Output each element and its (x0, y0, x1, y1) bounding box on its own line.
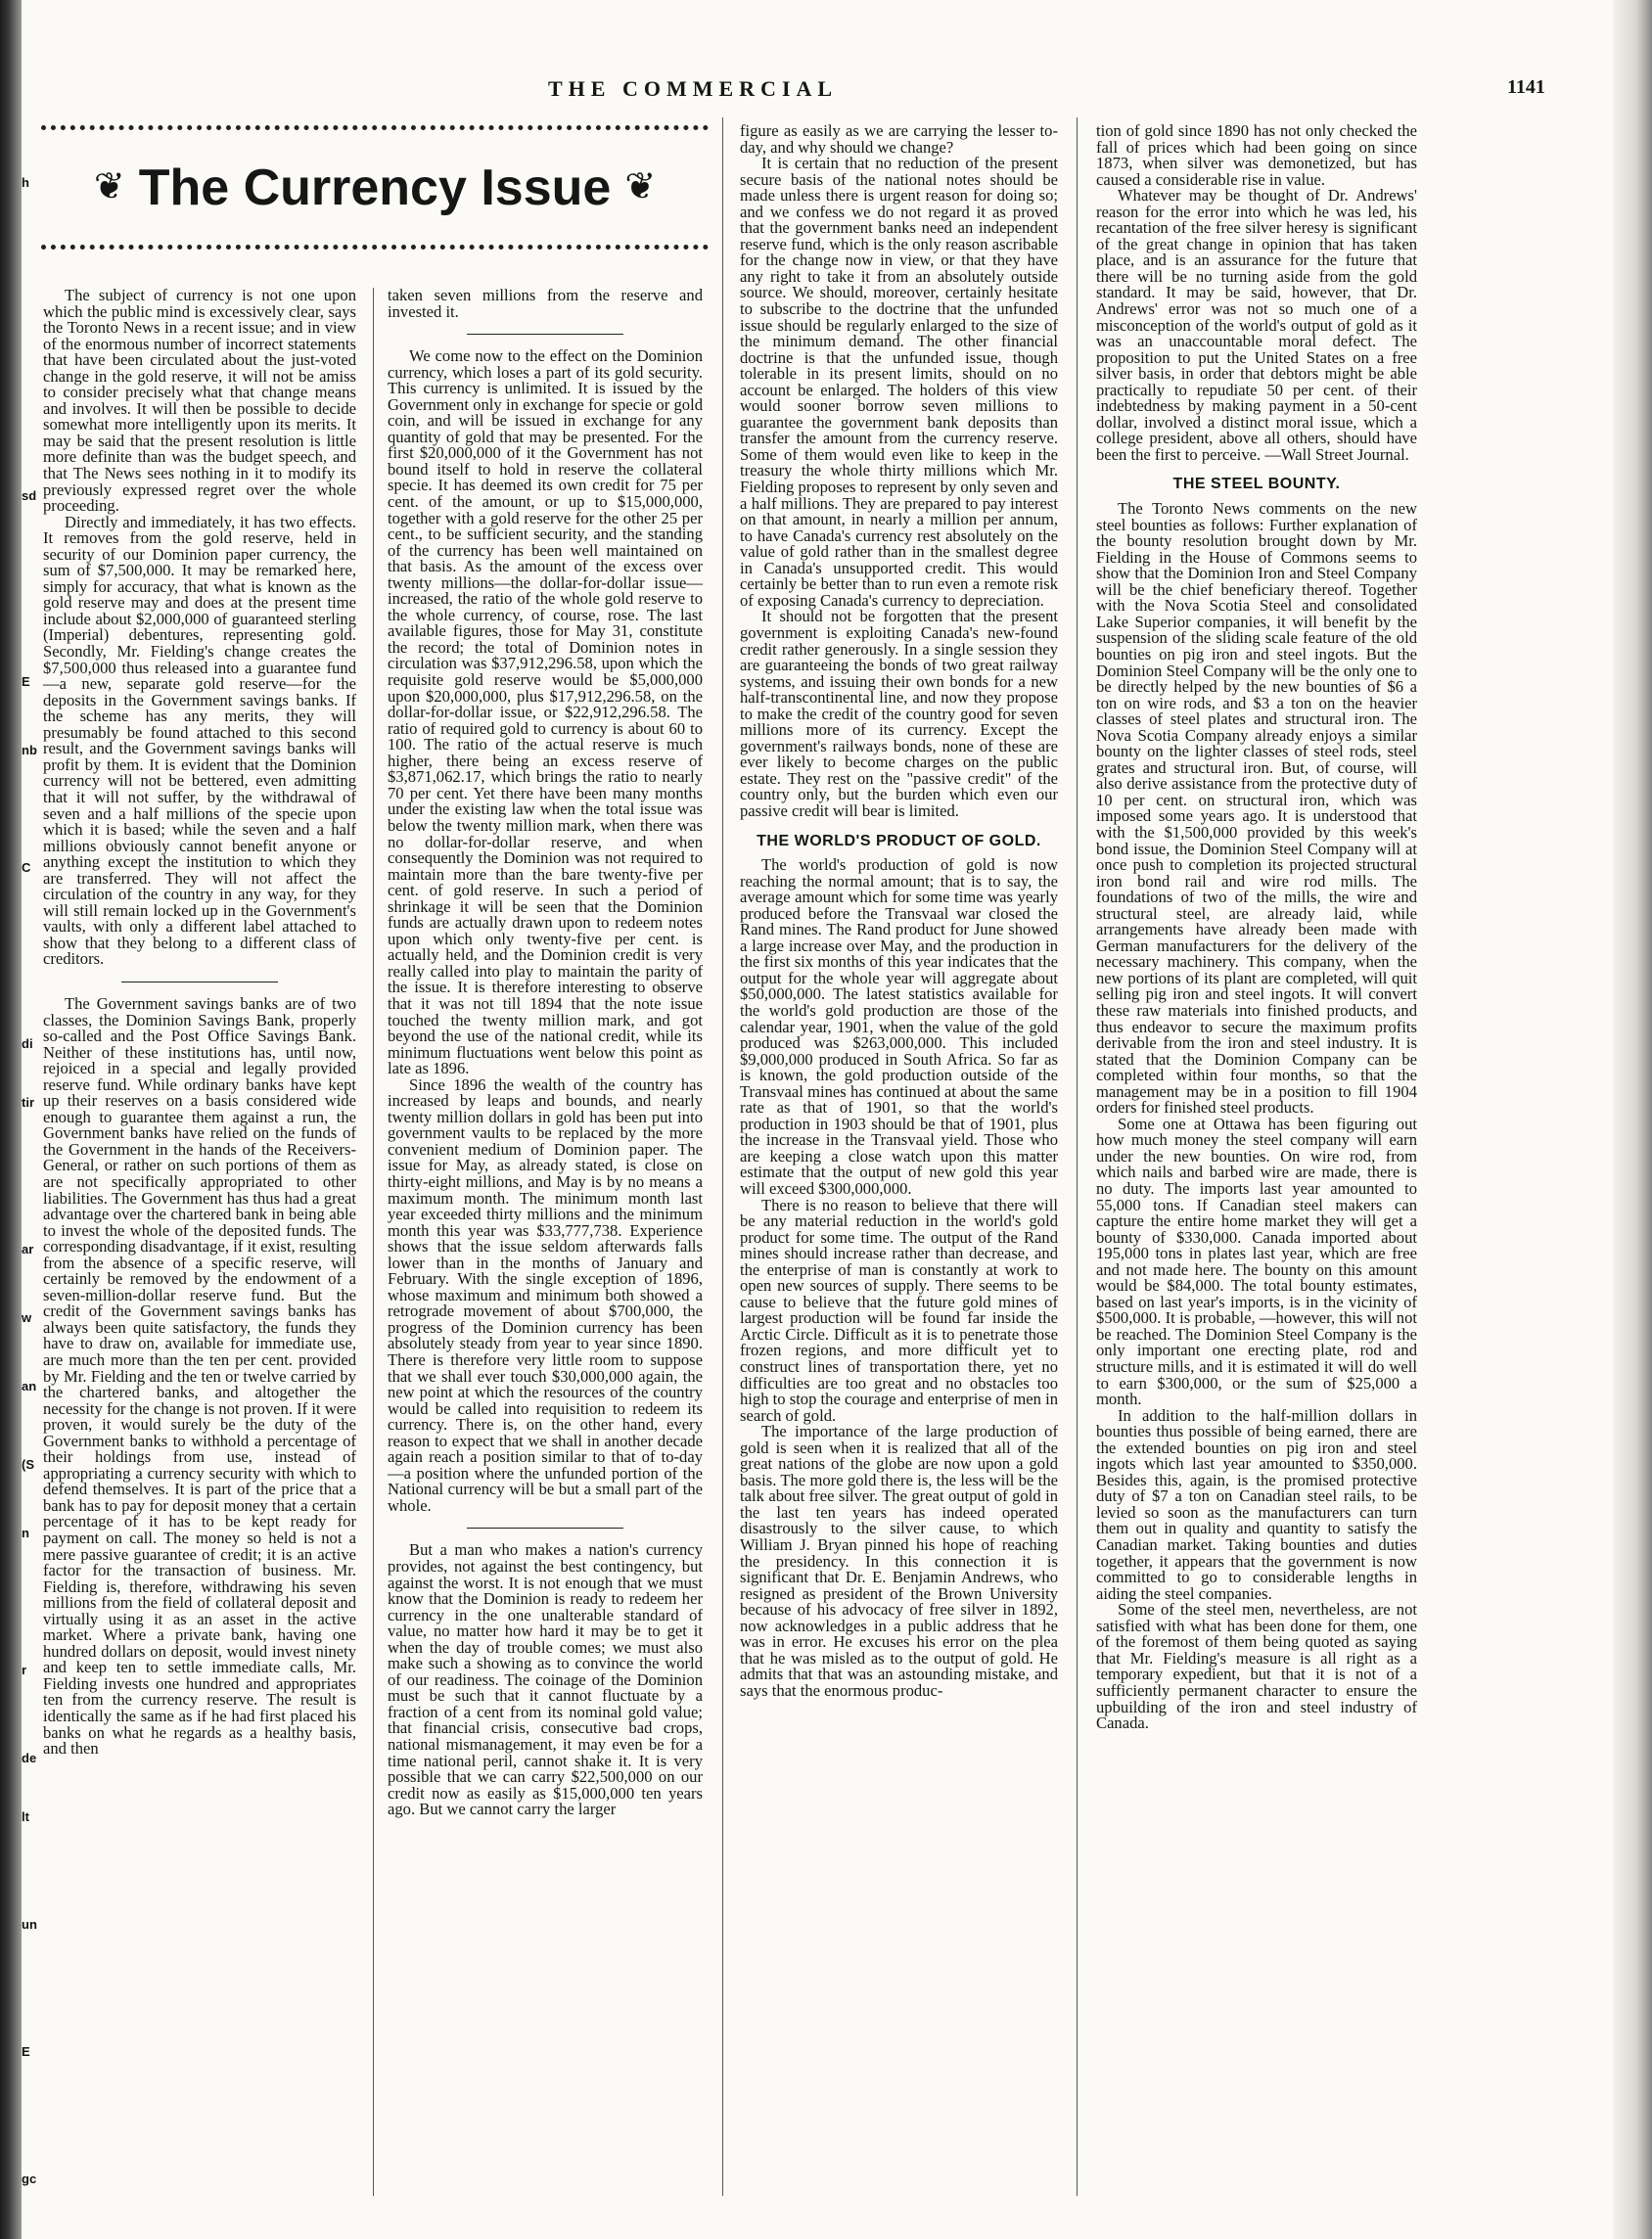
article-title-block (41, 159, 709, 217)
running-title: THE COMMERCIAL (548, 76, 839, 101)
paragraph: taken seven millions from the reserve and invested it. (388, 286, 703, 321)
column-3 (740, 123, 1058, 1700)
paragraph: figure as easily as we are carrying the lesser to-day, and why should we change? (740, 121, 1058, 157)
gutter-fragment: di (22, 1036, 33, 1051)
gutter-fragment: sd (22, 488, 37, 503)
gutter-fragment: de (22, 1751, 37, 1765)
fleuron-icon: ❦ (93, 164, 125, 207)
paragraph: The Toronto News comments on the new steel bounties as follows: Further explanation of the bounty resolution brought down by Mr. Fielding in the House of Commons seems to show that the Dominion Iron and Steel Company will be the chief beneficiary thereof. Together with the Nova Scotia Steel and consolidated Lake Superior companies, it will benefit by the suspension of the sliding scale feature of the old bounties on pig iron and steel ingots. But the Dominion Steel Company will be the only one to be directly helped by the new bounties of $6 a ton on wire rods, and $3 a ton on the heavier classes of steel plates and structural iron. The Nova Scotia Company already enjoys a similar bounty on the lighter classes of steel rods, steel grates and structural iron. But, of course, will also derive assistance from the protective duty of 10 per cent. on structural iron, which was imposed some years ago. It is understood that with the $1,500,000 provided by this week's bond issue, the Dominion Steel Company will at once push to completion its projected structural iron bond rail and wire rod mills. The foundations of two of the mills, the wire and structural steel, are already laid, while arrangements have already been made with German manufacturers for the delivery of the necessary machinery. This company, when the new portions of its plant are completed, will quit selling pig iron and steel ingots. It will convert these raw materials into finished products, and thus endeavor to secure the maximum profits derivable from the iron and steel industry. It is stated that the Dominion Company can be completed within four months, so that the management may be in a position to fill 1904 orders for finished steel products. (1096, 499, 1417, 1118)
gutter-fragment: ar (22, 1242, 34, 1257)
gutter-fragment: (S (22, 1457, 34, 1472)
gutter-fragment: un (22, 1917, 37, 1932)
section-heading-steel: THE STEEL BOUNTY. (1172, 476, 1341, 493)
gutter-fragment: h (22, 175, 29, 190)
gutter-fragment: E (22, 2044, 30, 2059)
gutter-fragment: gc (22, 2171, 37, 2186)
gutter-fragment: E (22, 674, 30, 689)
paragraph: There is no reason to believe that there will be any material reduction in the world's gold product for some time. The output of the Rand mines should increase rather than decrease, and the enterprise of man is constantly at work to open new sources of supply. There seems to be cause to believe that the future gold mines of largest production will be found far inside the Arctic Circle. Difficult as it is to penetrate those frozen regions, and more difficult yet to construct lines of transportation there, yet no difficulties are too great and no obstacles too high to stop the courage and enterprise of men in search of gold. (740, 1195, 1058, 1425)
paragraph: In addition to the half-million dollars in bounties thus possible of being earned, there are the extended bounties on pig iron and steel ingots which last year amounted to $350,000. Besides this, again, is the promised protective duty of $7 a ton on Canadian steel rails, to be levied so soon as the manufacturers can turn them out in quality and quantity to satisfy the Canadian market. Taking bounties and duties together, it appears that the government is now committed to go to considerable lengths in aiding the steel companies. (1096, 1405, 1417, 1603)
column-rule (373, 288, 374, 2196)
page-edge (1613, 0, 1652, 2239)
paragraph: The world's production of gold is now reaching the normal amount; that is to say, the average amount which for some time was yearly produced before the Transvaal war closed the Rand mines. The Rand product for June showed a large increase over May, and the production in the first six months of this year indicates that the output for the whole year will aggregate about $50,000,000. The latest statistics available for the world's gold production are those of the calendar year, 1901, when the value of the gold produced was $263,000,000. This included $9,000,000 produced in South Africa. So far as is known, the gold production outside of the Transvaal mines has continued at about the same rate as that of 1901, so that the world's production in 1903 should be that of 1901, plus the increase in the Transvaal yield. Those who are keeping a close watch upon this matter estimate that the output of new gold this year will exceed $300,000,000. (740, 855, 1058, 1198)
gutter-fragment: n (22, 1526, 29, 1540)
paragraph: It is certain that no reduction of the present secure basis of the national notes should be made unless there is urgent reason for doing so; and we confess we do not regard it as proved that the government banks need an independent reserve fund, which is the only reason ascribable for the change now in view, or that they have any right to take it from an absolutely outside source. We should, moreover, certainly hesitate to subscribe to the doctrine that the unfunded issue should be regularly enlarged to the size of the minimum demand. The other financial doctrine is that the unfunded issue, though tolerable in its present limits, should on no account be enlarged. The holders of this view would sooner borrow seven millions to guarantee the government bank deposits than transfer the amount from the currency reserve. Some of them would even like to keep in the treasury the whole thirty millions which Mr. Fielding proposes to represent by only seven and a half millions. They are prepared to pay interest on that amount, in nearly a million per annum, to have Canada's currency rest absolutely on the value of gold rather than in the smallest degree in Canada's unsupported credit. This would certainly be better than to run even a remote risk of exposing Canada's currency to depreciation. (740, 154, 1058, 610)
gutter-fragment: tir (22, 1095, 34, 1110)
gutter-fragment: lt (22, 1809, 29, 1824)
dotted-rule (41, 245, 709, 257)
paragraph: The Government savings banks are of two classes, the Dominion Savings Bank, properly so-called and the Post Office Savings Bank. Neither of these institutions has, until now, rejoiced in a special and legally provided reserve fund. While ordinary banks have kept up their reserves on a basis considered wide enough to guarantee them against a run, the Government banks have relied on the funds of the Government in the hands of the Receivers-General, or rather on such portions of them as are not specifically appropriated to other liabilities. The Government has thus had a great advantage over the chartered bank in being able to invest the whole of the deposited funds. The corresponding disadvantage, if it exist, resulting from the absence of a specific reserve, will certainly be removed by the endowment of a seven-million-dollar reserve fund. But the credit of the Government savings banks has always been quite satisfactory, the funds they have to draw on, available for immediate use, are much more than the ten per cent. provided by Mr. Fielding and the ten or twelve carried by the chartered banks, and altogether the necessity for the change is not proven. If it were proven, it would surely be the duty of the Government banks to withhold a percentage of their holdings from use, instead of appropriating a currency security with which to defend themselves. It is part of the price that a bank has to pay for deposit money that a certain percentage of it has to be kept ready for payment on call. The money so held is not a mere passive guarantee of credit; it is an active factor for the transaction of business. Mr. Fielding is, therefore, withdrawing his seven millions from the field of collateral deposit and virtually using it as an asset in the active market. Where a private bank, having one hundred dollars on deposit, would invest ninety and keep ten to settle immediate calls, Mr. Fielding invests one hundred and appropriates ten from the currency reserve. The result is identically the same as if he had first placed his banks on what he regards as a healthy basis, and then (43, 993, 356, 1759)
gutter-fragment: w (22, 1310, 32, 1325)
dotted-rule (41, 125, 709, 138)
gutter-fragment: an (22, 1379, 37, 1394)
page-number: 1141 (1507, 76, 1545, 98)
paragraph: We come now to the effect on the Dominion currency, which loses a part of its gold security. This currency is unlimited. It is issued by the Government only in exchange for specie or gold coin, and will be issued in exchange for any quantity of gold that may be presented. For the first $20,000,000 of it the Government has not bound itself to hold in reserve the collateral specie. It has deemed its own credit for 75 per cent. of the amount, or up to $15,000,000, together with a gold reserve for the other 25 per cent., to be sufficient security, and the standing of the currency has been well maintained on that basis. As the amount of the excess over twenty millions—the dollar-for-dollar issue—increased, the ratio of the whole gold reserve to the whole currency, of course, rose. The last available figures, those for May 31, constitute the record; the total of Dominion notes in circulation was $37,912,296.58, upon which the requisite gold reserve would be $5,000,000 upon $20,000,000, plus $17,912,296.58, on the dollar-for-dollar issue, or $22,912,296.58. The ratio of required gold to currency is about 60 to 100. The ratio of the actual reserve is much higher, there being an excess reserve of $3,871,062.17, which brings the ratio to nearly 70 per cent. Yet there have been many months under the existing law when the total issue was below the twenty million mark, when there was no dollar-for-dollar reserve, and when consequently the Dominion was not required to maintain more than the bare twenty-five per cent. of gold reserve. In such a period of shrinkage it will be seen that the Dominion funds are actually drawn upon to redeem notes upon which only twenty-five per cent. is actually held, and the Dominion credit is very really called into play to maintain the parity of the issue. It is therefore interesting to observe that it was not till 1894 that the note issue touched the twenty million mark, and got beyond the use of the national credit, while its minimum fluctuations went below this point as late as 1896. (388, 346, 703, 1078)
page-binding (0, 0, 22, 2239)
section-divider (467, 1528, 623, 1529)
paragraph: Directly and immediately, it has two effects. It removes from the gold reserve, held in security of our Dominion paper currency, the sum of $7,500,000. It may be remarked here, simply for accuracy, that what is known as the gold reserve may and does at the present time include about $2,000,000 of guaranteed sterling (Imperial) debentures, representing gold. Secondly, Mr. Fielding's change creates the $7,500,000 thus released into a guarantee fund—a new, separate gold reserve—for the deposits in the Government savings banks. If the scheme has any merits, they will presumably be found attached to this second result, and the Government savings banks will profit by them. It is evident that the Dominion currency will not be bettered, even admitting that it will not suffer, by the withdrawal of seven and a half millions of the specie upon which it is based; while the seven and a half millions obviously cannot benefit anyone or anything except the institution to which they are transferred. They will not affect the circulation of the country in any way, for they will still remain locked up in the Government's vaults, with only a different label attached to show that they belong to a different class of creditors. (43, 512, 356, 969)
fleuron-icon: ❦ (624, 164, 657, 207)
paragraph: The subject of currency is not one upon which the public mind is excessively clear, says the Toronto News in a recent issue; and in view of the enormous number of incorrect statements that have been circulated about the just-voted change in the gold reserve, it will not be amiss to consider precisely what that change means and involves. It will then be possible to decide somewhat more intelligently upon its merits. It may be said that the present resolution is little more definite than was the budget speech, and that The News sees nothing in it to modify its previously expressed regret over the whole proceeding. (43, 286, 356, 516)
paragraph: It should not be forgotten that the present government is exploiting Canada's new-found credit rather generously. In a single session they are guaranteeing the bonds of two great railway systems, and issuing their own bonds for a new half-transcontinental line, and now they propose to make the credit of the country good for seven millions more of its currency. Except the government's railways bonds, none of these are ever likely to become charges on the public estate. They rest on the "passive credit" of the country only, but the burden which even our passive credit will bear is limited. (740, 607, 1058, 820)
paragraph: Some of the steel men, nevertheless, are not satisfied with what has been done for them, one of the foremost of them being quoted as saying that Mr. Fielding's measure is all right as a temporary expedient, but that it is not of a sufficiently permanent character to ensure the upbuilding of the iron and steel industry of Canada. (1096, 1600, 1417, 1733)
article-title: The Currency Issue (138, 160, 612, 216)
column-4 (1096, 123, 1417, 1732)
column-rule (1077, 117, 1078, 2196)
column-2 (388, 288, 703, 1818)
paragraph: Since 1896 the wealth of the country has increased by leaps and bounds, and nearly twenty million dollars in gold has been put into government vaults to be replaced by the more convenient medium of Dominion paper. The issue for May, as already stated, is close on thirty-eight millions, and May is by no means a maximum month. The minimum month last year exceeded thirty millions and the minimum month this year was $33,777,738. Experience shows that the issue seldom afterwards falls lower than in the months of January and February. With the single exception of 1896, whose maximum and minimum both showed a retrograde movement of about $700,000, the progress of the Dominion currency has been absolutely steady from year to year since 1890. There is therefore very little room to suppose that we shall ever touch $30,000,000 again, the new point at which the resources of the country would be called into requisition to redeem its currency. There is, on the other hand, every reason to expect that we shall in another decade again reach a position similar to that of to-day—a position where the unfunded portion of the National currency will be but a small part of the whole. (388, 1074, 703, 1515)
paragraph: tion of gold since 1890 has not only checked the fall of prices which had been going on since 1873, when silver was demonetized, but has caused a considerable rise in value. (1096, 121, 1417, 189)
article-banner (41, 125, 709, 254)
column-1 (43, 288, 356, 1758)
gutter-fragment: nb (22, 743, 37, 757)
gutter-fragment: C (22, 860, 31, 875)
section-divider (467, 334, 623, 335)
column-rule (722, 117, 723, 2196)
section-heading-gold: THE WORLD'S PRODUCT OF GOLD. (757, 832, 1041, 849)
paragraph: But a man who makes a nation's currency provides, not against the best contingency, but against the worst. It is not enough that we must know that the Dominion is ready to redeem her currency in the one unalterable standard of value, no matter how hard it may be to get it when the day of trouble comes; we must also make such a showing as to convince the world of our readiness. The coinage of the Dominion must be such that it cannot fluctuate by a fraction of a cent from its nominal gold value; that financial crisis, consecutive bad crops, national mismanagement, it may even be for a time national peril, cannot shake it. It is very possible that we can carry $22,500,000 on our credit now as easily as $15,000,000 ten years ago. But we cannot carry the larger (388, 1540, 703, 1819)
gutter-fragment: r (22, 1663, 27, 1677)
paragraph: Whatever may be thought of Dr. Andrews' reason for the error into which he was led, his recantation of the free silver heresy is significant of the great change in opinion that has taken place, and is an assurance for the future that there will be no turning aside from the gold standard. It may be said, however, that Dr. Andrews' error was not so much one of a misconception of the world's output of gold as it was an unaccountable moral defect. The proposition to put the United States on a free silver basis, in order that debtors might be able practically to repudiate 50 per cent. of their indebtedness by making payment in a 50-cent dollar, involved a distinct moral issue, which a college president, above all others, should have been the first to perceive. —Wall Street Journal. (1096, 186, 1417, 464)
paragraph: Some one at Ottawa has been figuring out how much money the steel company will earn under the new bounties. On wire rod, from which nails and barbed wire are made, there is no duty. The imports last year amounted to 55,000 tons. If Canadian steel makers can capture the entire home market they will get a bounty of $330,000. Canada imported about 195,000 tons in plates last year, which are free and not made here. The bounty on this amount would be $84,000. The total bounty estimates, based on last year's imports, is in the vicinity of $500,000. It is probable, —however, this will not be reached. The Dominion Steel Company is the only important one erecting plate, rod and structure mills, and it is estimated it will do well to earn $300,000, or the sum of $25,000 a month. (1096, 1114, 1417, 1409)
paragraph: The importance of the large production of gold is seen when it is realized that all of the great nations of the globe are now upon a gold basis. The more gold there is, the less will be the talk about free silver. The great output of gold in the last ten years has indeed operated disastrously to the silver cause, to which William J. Bryan pinned his hope of reaching the presidency. In this connection it is significant that Dr. E. Benjamin Andrews, who resigned as president of the Brown University because of his advocacy of free silver in 1892, now acknowledges in a public address that he was in error. He excuses his error on the plea that he was misled as to the output of gold. He admits that that was an astounding mistake, and says that the enormous produc- (740, 1422, 1058, 1700)
